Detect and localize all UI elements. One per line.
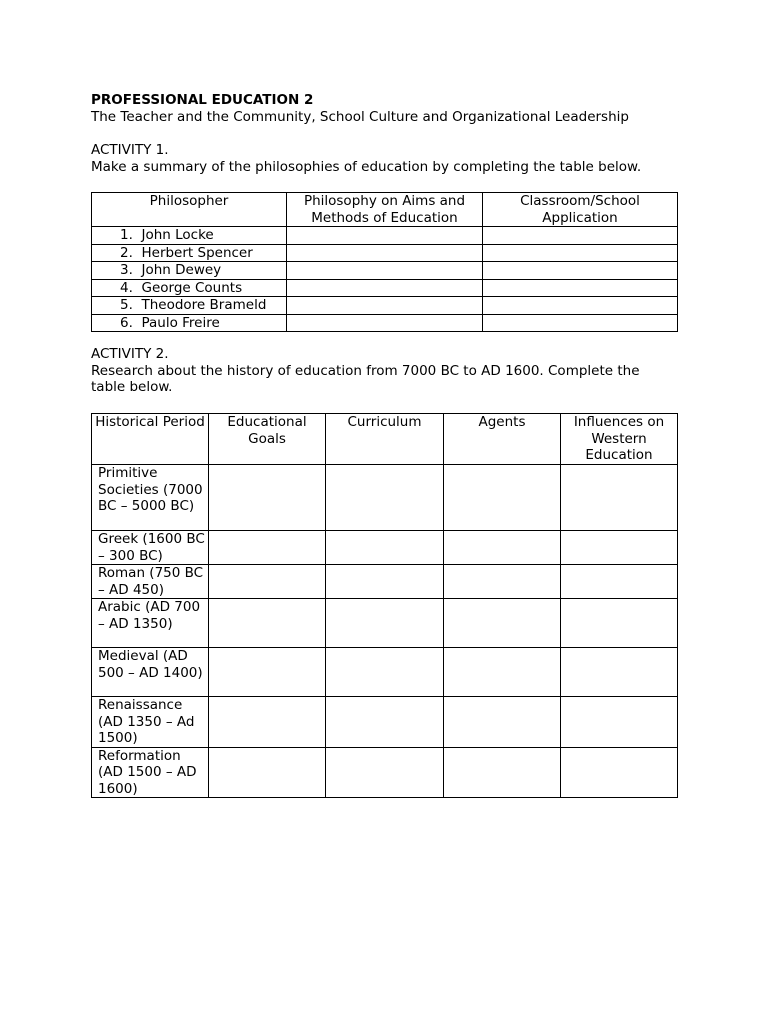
agents-cell bbox=[444, 599, 561, 648]
influences-cell bbox=[561, 648, 678, 697]
period-cell: Medieval (AD 500 – AD 1400) bbox=[92, 648, 209, 697]
agents-cell bbox=[444, 465, 561, 531]
history-header-row bbox=[92, 414, 678, 465]
table-row bbox=[92, 244, 678, 262]
header-historical-period: Historical Period bbox=[92, 414, 209, 465]
philosopher-name: Herbert Spencer bbox=[141, 244, 253, 261]
list-number: 4. bbox=[120, 279, 133, 296]
philosopher-name: Paulo Freire bbox=[141, 314, 220, 331]
philosopher-cell bbox=[92, 262, 287, 280]
curriculum-cell bbox=[326, 531, 444, 565]
goals-cell bbox=[209, 697, 326, 748]
activity1-heading: ACTIVITY 1. bbox=[91, 142, 169, 158]
history-table bbox=[91, 413, 678, 798]
table-row bbox=[92, 697, 678, 748]
header-philosophy-aims-methods: Philosophy on Aims and Methods of Education bbox=[287, 193, 483, 227]
application-cell bbox=[483, 297, 678, 315]
table-row bbox=[92, 314, 678, 332]
table-row bbox=[92, 227, 678, 245]
agents-cell bbox=[444, 747, 561, 798]
period-cell: Reformation (AD 1500 – AD 1600) bbox=[92, 747, 209, 798]
application-cell bbox=[483, 262, 678, 280]
header-agents: Agents bbox=[444, 414, 561, 465]
curriculum-cell bbox=[326, 697, 444, 748]
philosophy-cell bbox=[287, 227, 483, 245]
table-row bbox=[92, 465, 678, 531]
influences-cell bbox=[561, 531, 678, 565]
philosophy-cell bbox=[287, 244, 483, 262]
course-title: PROFESSIONAL EDUCATION 2 bbox=[91, 92, 314, 108]
philosophy-cell bbox=[287, 297, 483, 315]
agents-cell bbox=[444, 697, 561, 748]
course-subtitle: The Teacher and the Community, School Culture and Organizational Leadership bbox=[91, 109, 629, 125]
period-cell: Primitive Societies (7000 BC – 5000 BC) bbox=[92, 465, 209, 531]
influences-cell bbox=[561, 747, 678, 798]
period-cell: Renaissance (AD 1350 – Ad 1500) bbox=[92, 697, 209, 748]
philosophy-cell bbox=[287, 262, 483, 280]
table-row bbox=[92, 747, 678, 798]
header-influences-western-education: Influences on Western Education bbox=[561, 414, 678, 465]
activity2-heading: ACTIVITY 2. bbox=[91, 346, 169, 362]
list-number: 1. bbox=[120, 227, 133, 243]
influences-cell bbox=[561, 697, 678, 748]
curriculum-cell bbox=[326, 565, 444, 599]
goals-cell bbox=[209, 531, 326, 565]
philosopher-name: John Locke bbox=[141, 227, 214, 243]
goals-cell bbox=[209, 747, 326, 798]
application-cell bbox=[483, 279, 678, 297]
list-number: 6. bbox=[120, 314, 133, 331]
list-number: 3. bbox=[120, 262, 133, 278]
philosophy-cell bbox=[287, 279, 483, 297]
agents-cell bbox=[444, 565, 561, 599]
period-cell: Arabic (AD 700 – AD 1350) bbox=[92, 599, 209, 648]
application-cell bbox=[483, 244, 678, 262]
list-number: 2. bbox=[120, 244, 133, 261]
philosophy-cell bbox=[287, 314, 483, 332]
table-row bbox=[92, 279, 678, 297]
curriculum-cell bbox=[326, 465, 444, 531]
curriculum-cell bbox=[326, 747, 444, 798]
curriculum-cell bbox=[326, 648, 444, 697]
philosopher-cell bbox=[92, 297, 287, 315]
table-row bbox=[92, 262, 678, 280]
goals-cell bbox=[209, 648, 326, 697]
activity2-instruction-line1: Research about the history of education from 7000 BC to AD 1600. Complete the bbox=[91, 363, 640, 379]
philosopher-name: George Counts bbox=[141, 279, 243, 296]
philosophers-table bbox=[91, 192, 678, 332]
activity1-instruction: Make a summary of the philosophies of education by completing the table below. bbox=[91, 159, 642, 175]
header-classroom-application: Classroom/School Application bbox=[483, 193, 678, 227]
philosopher-cell bbox=[92, 227, 287, 245]
curriculum-cell bbox=[326, 599, 444, 648]
philosopher-cell bbox=[92, 244, 287, 262]
philosophers-header-row bbox=[92, 193, 678, 227]
period-cell: Roman (750 BC – AD 450) bbox=[92, 565, 209, 599]
philosopher-cell bbox=[92, 279, 287, 297]
influences-cell bbox=[561, 465, 678, 531]
agents-cell bbox=[444, 648, 561, 697]
philosopher-name: Theodore Brameld bbox=[141, 297, 267, 313]
agents-cell bbox=[444, 531, 561, 565]
table-row bbox=[92, 297, 678, 315]
table-row bbox=[92, 531, 678, 565]
goals-cell bbox=[209, 465, 326, 531]
table-row bbox=[92, 648, 678, 697]
application-cell bbox=[483, 314, 678, 332]
goals-cell bbox=[209, 565, 326, 599]
list-number: 5. bbox=[120, 297, 133, 313]
header-educational-goals: Educational Goals bbox=[209, 414, 326, 465]
table-row bbox=[92, 565, 678, 599]
header-philosopher: Philosopher bbox=[92, 193, 287, 227]
period-cell: Greek (1600 BC – 300 BC) bbox=[92, 531, 209, 565]
goals-cell bbox=[209, 599, 326, 648]
influences-cell bbox=[561, 565, 678, 599]
application-cell bbox=[483, 227, 678, 245]
philosopher-cell bbox=[92, 314, 287, 332]
activity2-instruction-line2: table below. bbox=[91, 379, 173, 395]
header-curriculum: Curriculum bbox=[326, 414, 444, 465]
influences-cell bbox=[561, 599, 678, 648]
table-row bbox=[92, 599, 678, 648]
philosopher-name: John Dewey bbox=[141, 262, 222, 278]
